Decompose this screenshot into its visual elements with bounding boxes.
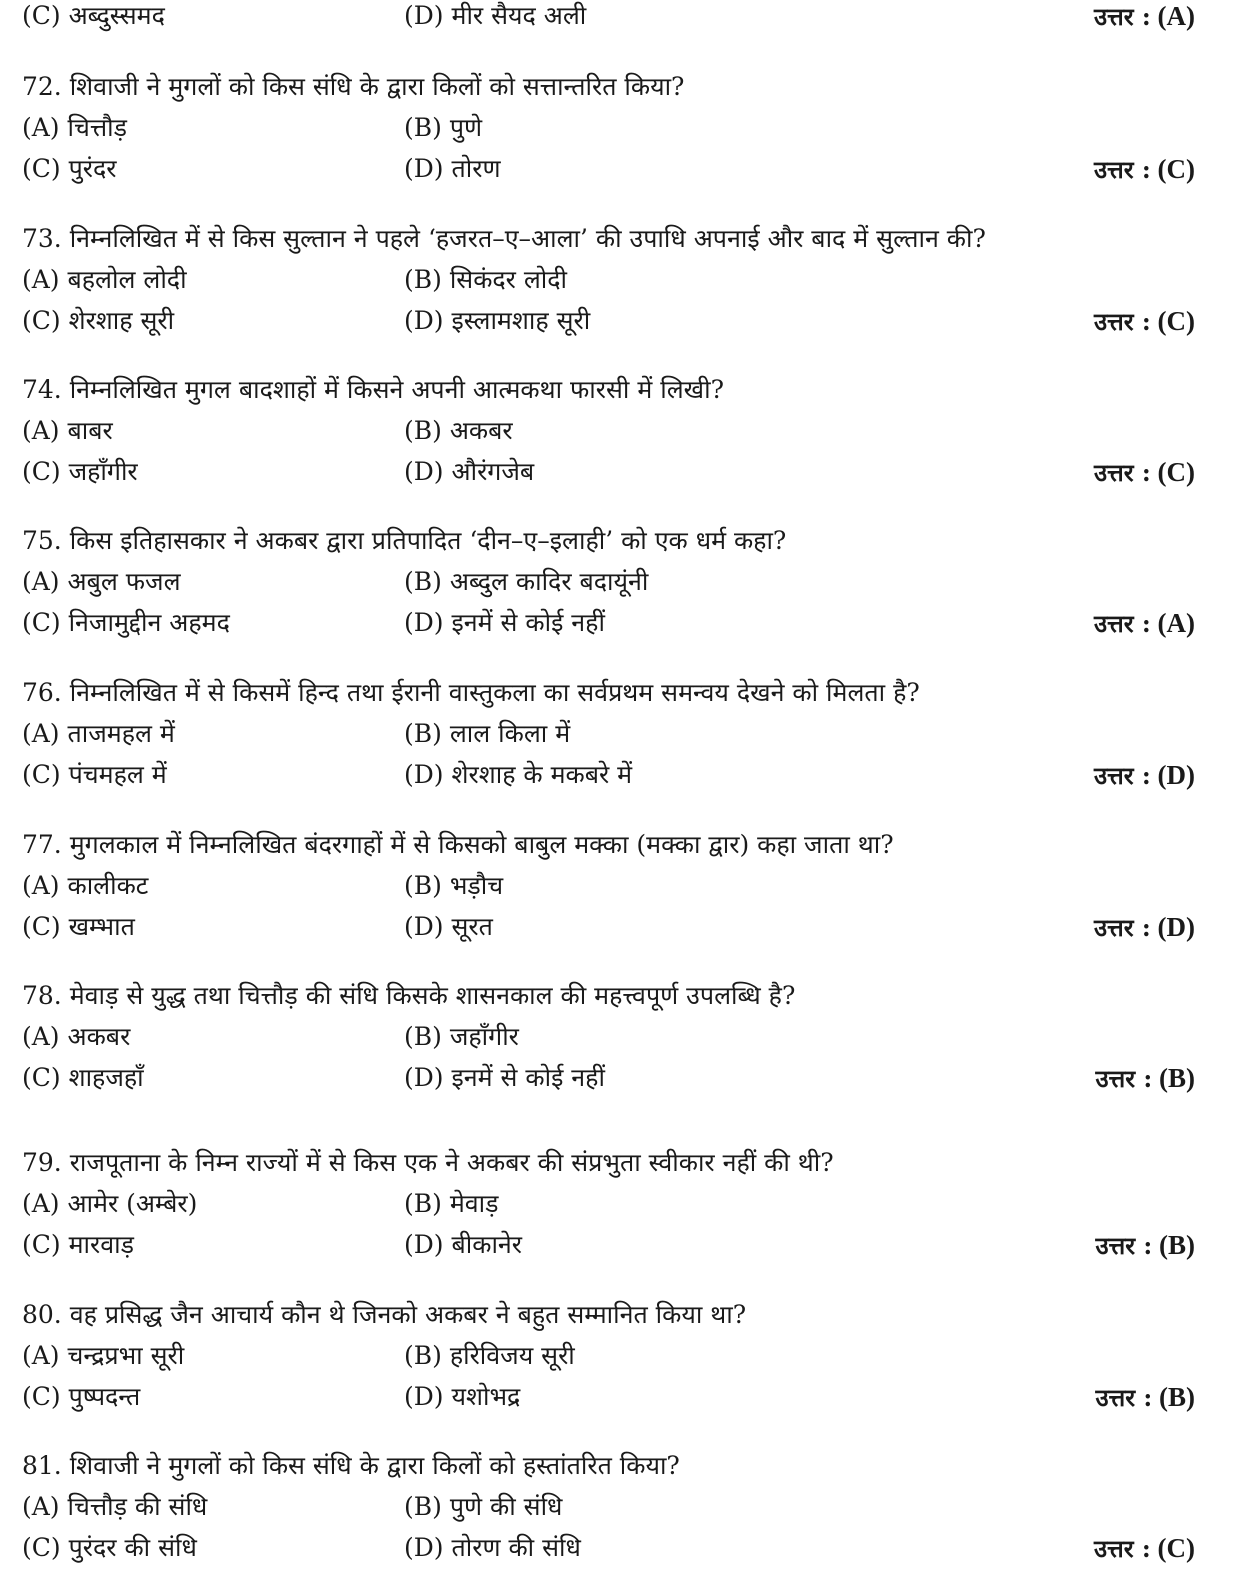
answer-label: उत्तर : (1095, 1231, 1153, 1260)
q74-option-b: (B) अकबर (404, 416, 513, 445)
answer-value: (D) (1157, 912, 1195, 942)
q73-option-b: (B) सिकंदर लोदी (404, 265, 568, 294)
q72-options-row-1 (0, 108, 1233, 148)
answer-label: उत्तर : (1093, 458, 1151, 487)
answer-label: उत्तर : (1093, 1534, 1151, 1563)
answer-value: (C) (1157, 1533, 1195, 1563)
q75-option-b: (B) अब्दुल कादिर बदायूंनी (404, 567, 649, 596)
answer-value: (D) (1157, 760, 1195, 790)
q75-question: 75. किस इतिहासकार ने अकबर द्वारा प्रतिपादित ‘दीन–ए–इलाही’ को एक धर्म कहा? (22, 526, 787, 555)
q76-option-c: (C) पंचमहल में (22, 760, 167, 789)
q79-option-c: (C) मारवाड़ (22, 1230, 134, 1259)
q72-answer (1094, 149, 1195, 190)
q80-option-a: (A) चन्द्रप्रभा सूरी (22, 1341, 185, 1370)
q78-option-b: (B) जहाँगीर (404, 1022, 519, 1051)
q75-option-d: (D) इनमें से कोई नहीं (404, 608, 605, 637)
q74-options-row-2 (0, 452, 1233, 492)
q79-question: 79. राजपूताना के निम्न राज्यों में से किस एक ने अकबर की संप्रभुता स्वीकार नहीं की थी? (22, 1148, 834, 1177)
q77-option-d: (D) सूरत (404, 912, 493, 941)
q74-question: 74. निम्नलिखित मुगल बादशाहों में किसने अपनी आत्मकथा फारसी में लिखी? (22, 375, 724, 404)
q79-options-row-1 (0, 1184, 1233, 1224)
q73-option-c: (C) शेरशाह सूरी (22, 306, 175, 335)
q80-option-d: (D) यशोभद्र (404, 1382, 521, 1411)
q74-option-a: (A) बाबर (22, 416, 113, 445)
answer-label: उत्तर : (1095, 1383, 1153, 1412)
answer-label: उत्तर : (1095, 1064, 1153, 1093)
answer-value: (C) (1157, 306, 1195, 336)
q79-answer (1095, 1225, 1195, 1266)
q79-option-a: (A) आमेर (अम्बेर) (22, 1189, 198, 1218)
q75-answer (1094, 603, 1195, 644)
q78-option-c: (C) शाहजहाँ (22, 1063, 144, 1092)
q79-option-b: (B) मेवाड़ (404, 1189, 499, 1218)
answer-label: उत्तर : (1093, 609, 1151, 638)
q76-option-b: (B) लाल किला में (404, 719, 571, 748)
q81-option-d: (D) तोरण की संधि (404, 1533, 581, 1562)
q76-option-a: (A) ताजमहल में (22, 719, 175, 748)
q79-option-d: (D) बीकानेर (404, 1230, 523, 1259)
q72-option-c: (C) पुरंदर (22, 154, 117, 183)
q81-question: 81. शिवाजी ने मुगलों को किस संधि के द्वारा किलों को हस्तांतरित किया? (22, 1451, 680, 1480)
q78-question: 78. मेवाड़ से युद्ध तथा चित्तौड़ की संधि किसके शासनकाल की महत्त्वपूर्ण उपलब्धि है? (22, 981, 796, 1010)
q72-option-d: (D) तोरण (404, 154, 501, 183)
answer-label: उत्तर : (1093, 761, 1151, 790)
q71-option-d: (D) मीर सैयद अली (404, 1, 587, 30)
q80-options-row-1 (0, 1336, 1233, 1376)
q77-option-c: (C) खम्भात (22, 912, 135, 941)
q73-option-d: (D) इस्लामशाह सूरी (404, 306, 591, 335)
q77-options-row-1 (0, 866, 1233, 906)
q81-options-row-2 (0, 1528, 1233, 1568)
q80-answer (1095, 1377, 1195, 1418)
answer-value: (B) (1159, 1230, 1195, 1260)
q76-options-row-1 (0, 714, 1233, 754)
q76-question: 76. निम्नलिखित में से किसमें हिन्द तथा ईरानी वास्तुकला का सर्वप्रथम समन्वय देखने को मिलता है? (22, 678, 920, 707)
q81-option-a: (A) चित्तौड़ की संधि (22, 1492, 208, 1521)
q77-answer (1094, 907, 1195, 948)
q78-answer (1095, 1058, 1195, 1099)
q74-option-d: (D) औरंगजेब (404, 457, 535, 486)
q77-options-row-2 (0, 907, 1233, 947)
answer-value: (B) (1159, 1382, 1195, 1412)
q72-options-row-2 (0, 149, 1233, 189)
q78-option-d: (D) इनमें से कोई नहीं (404, 1063, 605, 1092)
q76-answer (1094, 755, 1195, 796)
q79-options-row-2 (0, 1225, 1233, 1265)
q81-option-b: (B) पुणे की संधि (404, 1492, 563, 1521)
q71-answer (1094, 0, 1195, 37)
answer-value: (B) (1159, 1063, 1195, 1093)
q80-options-row-2 (0, 1377, 1233, 1417)
q77-option-a: (A) कालीकट (22, 871, 149, 900)
q72-option-a: (A) चित्तौड़ (22, 113, 127, 142)
q71-option-c: (C) अब्दुस्समद (22, 1, 165, 30)
q74-options-row-1 (0, 411, 1233, 451)
answer-label: उत्तर : (1093, 913, 1151, 942)
answer-label: उत्तर : (1093, 155, 1151, 184)
q74-answer (1094, 452, 1195, 493)
q77-question: 77. मुगलकाल में निम्नलिखित बंदरगाहों में से किसको बाबुल मक्का (मक्का द्वार) कहा जाता था? (22, 830, 894, 859)
q78-options-row-2 (0, 1058, 1233, 1098)
q76-option-d: (D) शेरशाह के मकबरे में (404, 760, 633, 789)
answer-value: (C) (1157, 457, 1195, 487)
q74-option-c: (C) जहाँगीर (22, 457, 138, 486)
q72-question: 72. शिवाजी ने मुगलों को किस संधि के द्वारा किलों को सत्तान्तरित किया? (22, 72, 685, 101)
q75-option-c: (C) निजामुद्दीन अहमद (22, 608, 230, 637)
answer-label: उत्तर : (1093, 307, 1151, 336)
q81-option-c: (C) पुरंदर की संधि (22, 1533, 197, 1562)
q76-options-row-2 (0, 755, 1233, 795)
q75-options-row-2 (0, 603, 1233, 643)
answer-value: (A) (1157, 1, 1195, 31)
answer-label: उत्तर : (1093, 2, 1151, 31)
q72-option-b: (B) पुणे (404, 113, 483, 142)
q80-option-b: (B) हरिविजय सूरी (404, 1341, 575, 1370)
q73-option-a: (A) बहलोल लोदी (22, 265, 187, 294)
q78-options-row-1 (0, 1017, 1233, 1057)
q78-option-a: (A) अकबर (22, 1022, 131, 1051)
q73-question: 73. निम्नलिखित में से किस सुल्तान ने पहले ‘हजरत–ए–आला’ की उपाधि अपनाई और बाद में सुल्तान की? (22, 224, 986, 253)
q81-options-row-1 (0, 1487, 1233, 1527)
q77-option-b: (B) भड़ौच (404, 871, 504, 900)
q80-option-c: (C) पुष्पदन्त (22, 1382, 141, 1411)
q73-options-row-1 (0, 260, 1233, 300)
q81-answer (1094, 1528, 1195, 1569)
answer-value: (C) (1157, 154, 1195, 184)
q75-options-row-1 (0, 562, 1233, 602)
q73-options-row-2 (0, 301, 1233, 341)
q75-option-a: (A) अबुल फजल (22, 567, 181, 596)
q71-options-row-2 (0, 0, 1233, 36)
q73-answer (1094, 301, 1195, 342)
q80-question: 80. वह प्रसिद्ध जैन आचार्य कौन थे जिनको अकबर ने बहुत सम्मानित किया था? (22, 1300, 747, 1329)
answer-value: (A) (1157, 608, 1195, 638)
